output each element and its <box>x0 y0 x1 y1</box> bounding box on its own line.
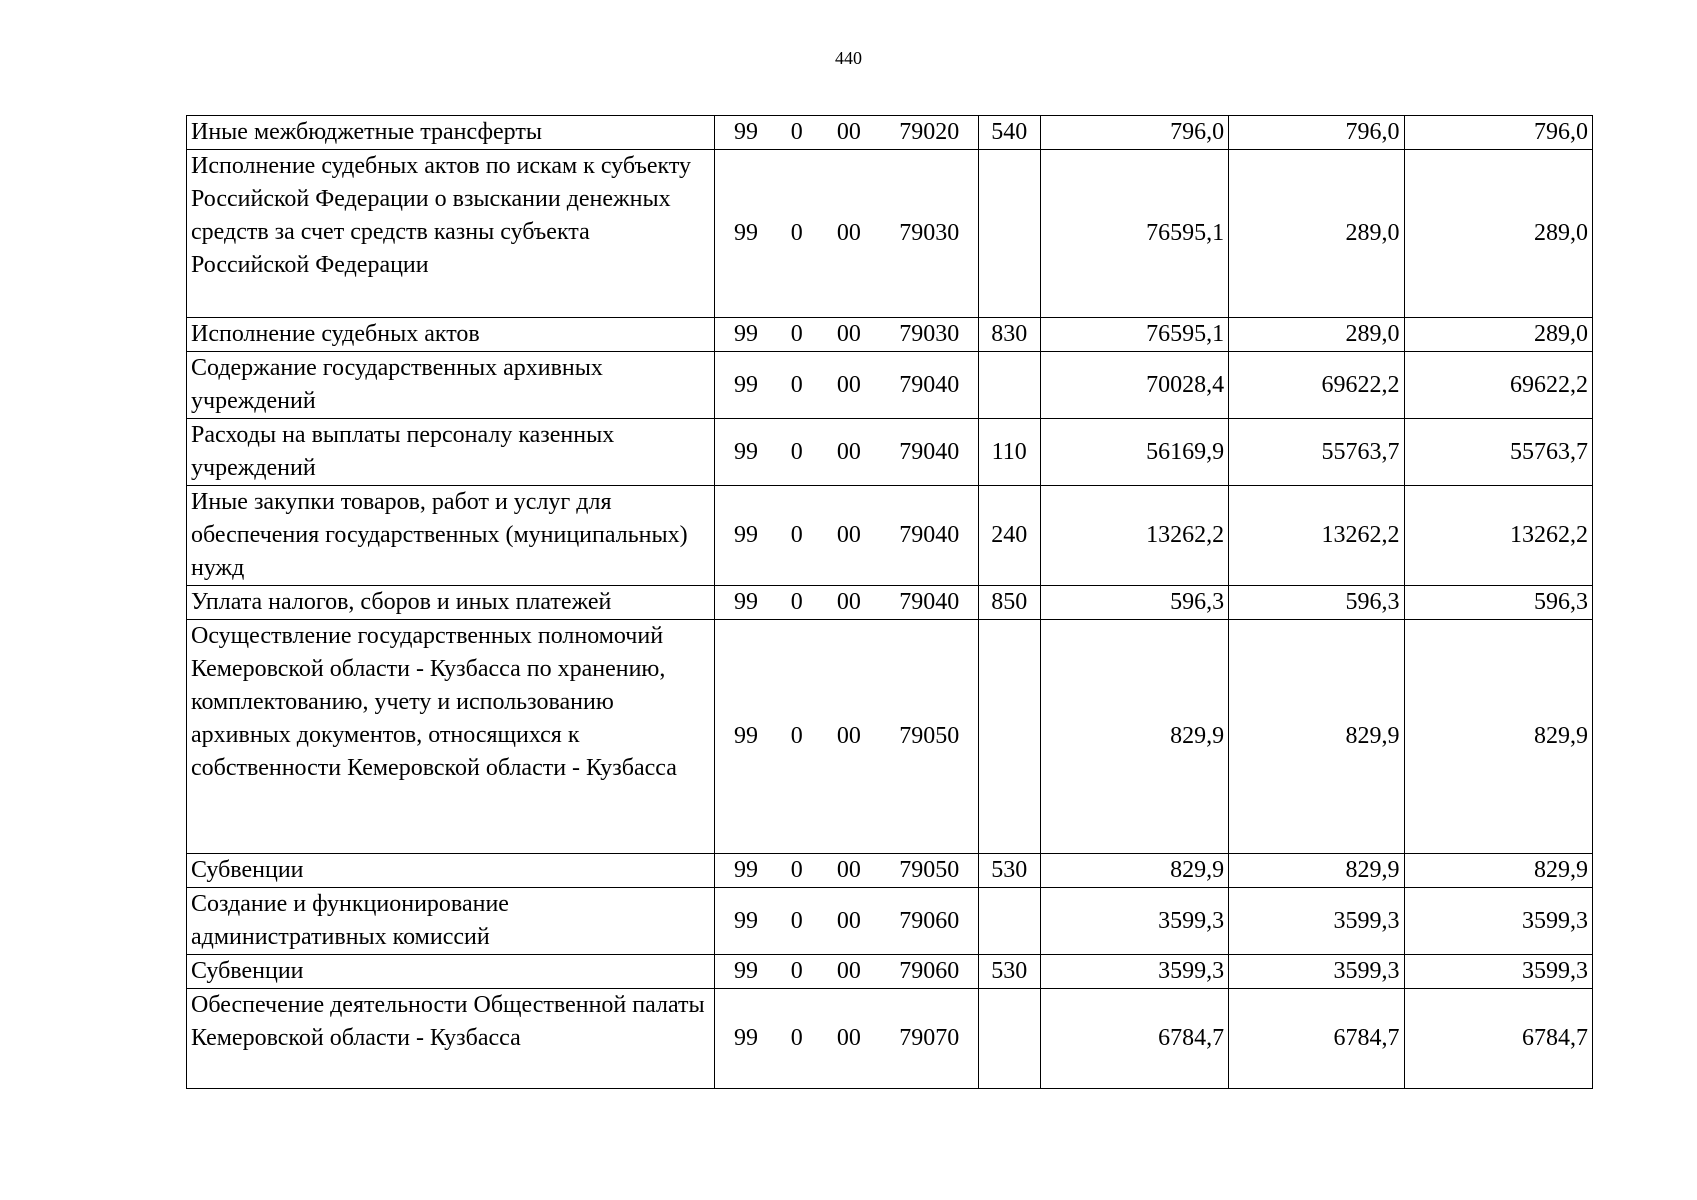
expense-type-cell: 830 <box>978 318 1040 352</box>
table-row <box>187 854 1593 888</box>
table-row <box>187 352 1593 419</box>
table-row <box>187 150 1593 318</box>
table-row <box>187 486 1593 586</box>
program-code-cell: 99 <box>715 955 777 989</box>
value-year-3-cell: 829,9 <box>1404 854 1592 888</box>
program-code-cell: 99 <box>715 854 777 888</box>
row-name-cell: Исполнение судебных актов <box>187 318 715 352</box>
expense-type-cell: 540 <box>978 116 1040 150</box>
table-row <box>187 586 1593 620</box>
expense-code-cell: 79050 <box>881 620 978 854</box>
value-year-2-cell: 13262,2 <box>1229 486 1404 586</box>
expense-code-cell: 79070 <box>881 989 978 1089</box>
direction-code-cell: 00 <box>817 586 881 620</box>
subprogram-code-cell: 0 <box>777 116 817 150</box>
direction-code-cell: 00 <box>817 989 881 1089</box>
budget-table <box>186 115 1593 1089</box>
table-row <box>187 419 1593 486</box>
program-code-cell: 99 <box>715 888 777 955</box>
value-year-2-cell: 3599,3 <box>1229 888 1404 955</box>
value-year-2-cell: 3599,3 <box>1229 955 1404 989</box>
expense-code-cell: 79030 <box>881 150 978 318</box>
subprogram-code-cell: 0 <box>777 989 817 1089</box>
expense-type-cell <box>978 989 1040 1089</box>
value-year-3-cell: 596,3 <box>1404 586 1592 620</box>
row-name-cell: Расходы на выплаты персоналу казенных учреждений <box>187 419 715 486</box>
subprogram-code-cell: 0 <box>777 955 817 989</box>
value-year-1-cell: 829,9 <box>1040 620 1228 854</box>
direction-code-cell: 00 <box>817 150 881 318</box>
program-code-cell: 99 <box>715 486 777 586</box>
table-row <box>187 116 1593 150</box>
row-name-cell: Субвенции <box>187 854 715 888</box>
subprogram-code-cell: 0 <box>777 888 817 955</box>
program-code-cell: 99 <box>715 116 777 150</box>
expense-code-cell: 79050 <box>881 854 978 888</box>
expense-code-cell: 79040 <box>881 352 978 419</box>
direction-code-cell: 00 <box>817 352 881 419</box>
table-row <box>187 318 1593 352</box>
subprogram-code-cell: 0 <box>777 352 817 419</box>
value-year-1-cell: 796,0 <box>1040 116 1228 150</box>
row-name-cell: Иные межбюджетные трансферты <box>187 116 715 150</box>
program-code-cell: 99 <box>715 352 777 419</box>
direction-code-cell: 00 <box>817 620 881 854</box>
expense-code-cell: 79040 <box>881 419 978 486</box>
program-code-cell: 99 <box>715 989 777 1089</box>
value-year-3-cell: 69622,2 <box>1404 352 1592 419</box>
value-year-2-cell: 289,0 <box>1229 150 1404 318</box>
value-year-3-cell: 289,0 <box>1404 318 1592 352</box>
value-year-1-cell: 56169,9 <box>1040 419 1228 486</box>
expense-code-cell: 79020 <box>881 116 978 150</box>
table-row <box>187 620 1593 854</box>
table-row <box>187 888 1593 955</box>
row-name-cell: Исполнение судебных актов по искам к субъекту Российской Федерации о взыскании денежных средств за счет средств казны субъекта Российской Федерации <box>187 150 715 318</box>
value-year-2-cell: 55763,7 <box>1229 419 1404 486</box>
row-name-cell: Субвенции <box>187 955 715 989</box>
value-year-1-cell: 13262,2 <box>1040 486 1228 586</box>
expense-type-cell <box>978 620 1040 854</box>
program-code-cell: 99 <box>715 586 777 620</box>
direction-code-cell: 00 <box>817 888 881 955</box>
expense-type-cell <box>978 888 1040 955</box>
budget-table-body <box>187 116 1593 1089</box>
value-year-1-cell: 3599,3 <box>1040 955 1228 989</box>
direction-code-cell: 00 <box>817 419 881 486</box>
value-year-3-cell: 289,0 <box>1404 150 1592 318</box>
subprogram-code-cell: 0 <box>777 586 817 620</box>
expense-type-cell <box>978 150 1040 318</box>
expense-type-cell: 530 <box>978 854 1040 888</box>
expense-code-cell: 79040 <box>881 586 978 620</box>
value-year-2-cell: 596,3 <box>1229 586 1404 620</box>
subprogram-code-cell: 0 <box>777 854 817 888</box>
value-year-2-cell: 829,9 <box>1229 854 1404 888</box>
subprogram-code-cell: 0 <box>777 486 817 586</box>
expense-type-cell <box>978 352 1040 419</box>
value-year-3-cell: 6784,7 <box>1404 989 1592 1089</box>
direction-code-cell: 00 <box>817 318 881 352</box>
row-name-cell: Осуществление государственных полномочий Кемеровской области - Кузбасса по хранению, комплектованию, учету и использованию архивных документов, относящихся к собственности Кемеровской области - Кузбасса <box>187 620 715 854</box>
value-year-3-cell: 13262,2 <box>1404 486 1592 586</box>
value-year-2-cell: 6784,7 <box>1229 989 1404 1089</box>
expense-type-cell: 530 <box>978 955 1040 989</box>
subprogram-code-cell: 0 <box>777 620 817 854</box>
row-name-cell: Уплата налогов, сборов и иных платежей <box>187 586 715 620</box>
subprogram-code-cell: 0 <box>777 419 817 486</box>
program-code-cell: 99 <box>715 620 777 854</box>
subprogram-code-cell: 0 <box>777 318 817 352</box>
expense-type-cell: 110 <box>978 419 1040 486</box>
expense-code-cell: 79040 <box>881 486 978 586</box>
subprogram-code-cell: 0 <box>777 150 817 318</box>
row-name-cell: Содержание государственных архивных учреждений <box>187 352 715 419</box>
expense-type-cell: 240 <box>978 486 1040 586</box>
value-year-1-cell: 6784,7 <box>1040 989 1228 1089</box>
value-year-1-cell: 76595,1 <box>1040 150 1228 318</box>
value-year-1-cell: 3599,3 <box>1040 888 1228 955</box>
expense-code-cell: 79060 <box>881 955 978 989</box>
program-code-cell: 99 <box>715 150 777 318</box>
value-year-2-cell: 69622,2 <box>1229 352 1404 419</box>
value-year-2-cell: 289,0 <box>1229 318 1404 352</box>
direction-code-cell: 00 <box>817 955 881 989</box>
program-code-cell: 99 <box>715 318 777 352</box>
value-year-3-cell: 3599,3 <box>1404 955 1592 989</box>
value-year-2-cell: 829,9 <box>1229 620 1404 854</box>
table-row <box>187 955 1593 989</box>
expense-type-cell: 850 <box>978 586 1040 620</box>
expense-code-cell: 79030 <box>881 318 978 352</box>
value-year-1-cell: 70028,4 <box>1040 352 1228 419</box>
row-name-cell: Создание и функционирование административных комиссий <box>187 888 715 955</box>
value-year-3-cell: 829,9 <box>1404 620 1592 854</box>
value-year-1-cell: 596,3 <box>1040 586 1228 620</box>
value-year-3-cell: 796,0 <box>1404 116 1592 150</box>
value-year-1-cell: 829,9 <box>1040 854 1228 888</box>
value-year-2-cell: 796,0 <box>1229 116 1404 150</box>
page-number: 440 <box>835 48 862 68</box>
table-row <box>187 989 1593 1089</box>
direction-code-cell: 00 <box>817 486 881 586</box>
direction-code-cell: 00 <box>817 116 881 150</box>
value-year-3-cell: 55763,7 <box>1404 419 1592 486</box>
value-year-3-cell: 3599,3 <box>1404 888 1592 955</box>
expense-code-cell: 79060 <box>881 888 978 955</box>
row-name-cell: Обеспечение деятельности Общественной палаты Кемеровской области - Кузбасса <box>187 989 715 1089</box>
row-name-cell: Иные закупки товаров, работ и услуг для обеспечения государственных (муниципальных) нужд <box>187 486 715 586</box>
direction-code-cell: 00 <box>817 854 881 888</box>
value-year-1-cell: 76595,1 <box>1040 318 1228 352</box>
program-code-cell: 99 <box>715 419 777 486</box>
